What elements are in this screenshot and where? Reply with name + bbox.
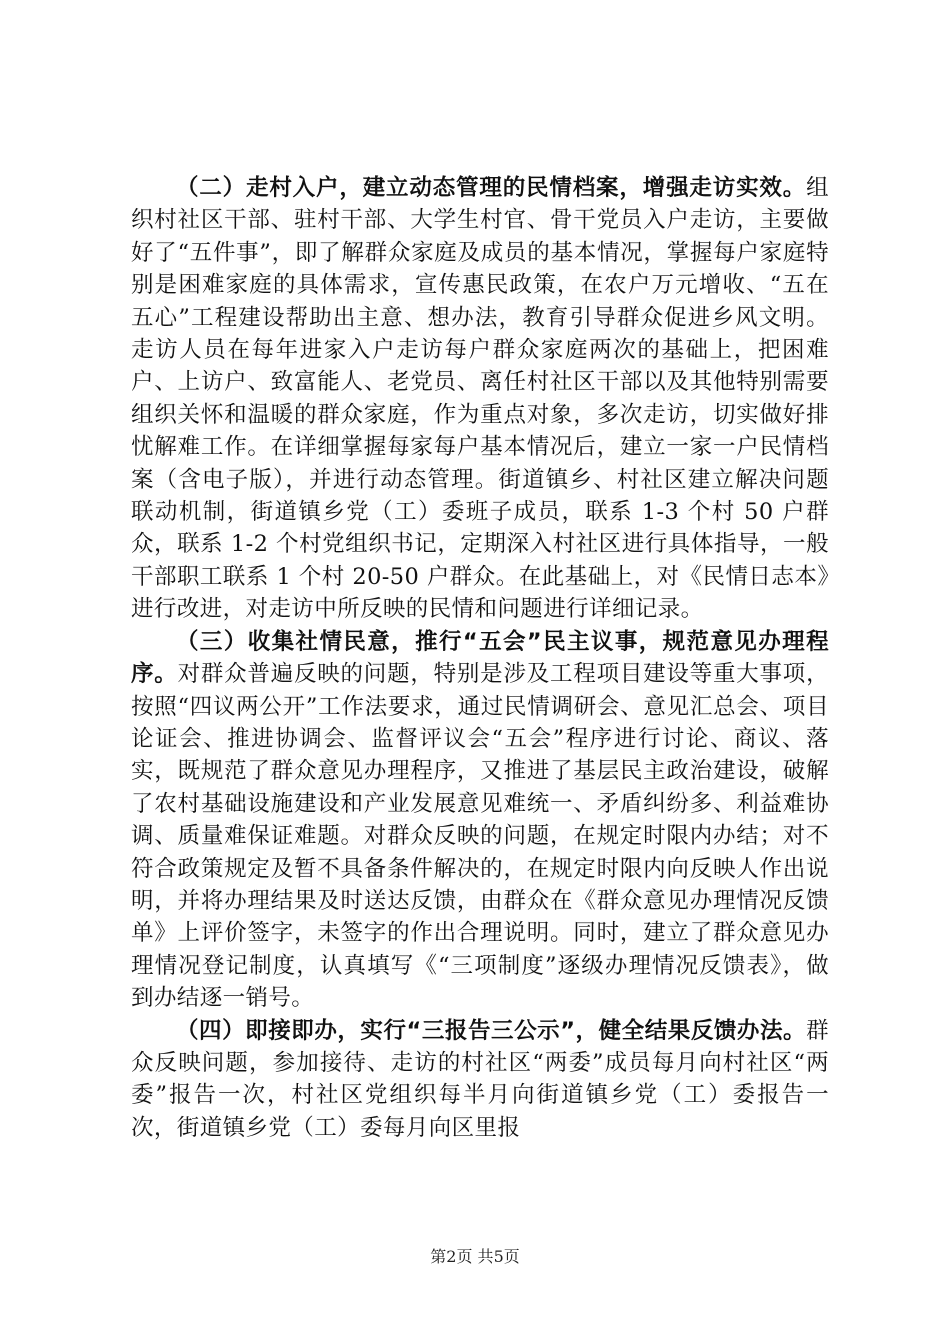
page-number: 2 — [446, 1247, 457, 1266]
section-heading-2: （二）走村入户，建立动态管理的民情档案，增强走访实效。 — [176, 175, 807, 201]
total-prefix: 共 — [477, 1247, 494, 1266]
total-pages: 5 — [493, 1247, 504, 1266]
page-suffix: 页 — [456, 1247, 473, 1266]
page-prefix: 第 — [430, 1247, 447, 1266]
section-heading-3: （三）收集社情民意，推行“五会”民主议事，规范意见办理程序。 — [131, 628, 829, 688]
paragraph-text-2: 组织村社区干部、驻村干部、大学生村官、骨干党员入户走访，主要做好了“五件事”，即了解群众家庭及成员的基本情况，掌握每户家庭特别是困难家庭的具体需求，宣传惠民政策，在农户万元增收、“五在五心”工程建设帮助出主意、想办法，教育引导群众促进乡风文明。走访人员在每年进家入户走访每户群众家庭两次的基础上，把困难户、上访户、致富能人、老党员、离任村社区干部以及其他特别需要组织关怀和温暖的群众家庭，作为重点对象，多次走访，切实做好排忧解难工作。在详细掌握每家每户基本情况后，建立一家一户民情档案（含电子版），并进行动态管理。街道镇乡、村社区建立解决问题联动机制，街道镇乡党（工）委班子成员，联系 1-3 个村 50 户群众，联系 1-2 个村党组织书记，定期深入村社区进行具体指导，一般干部职工联系 1 个村 20-50 户群众。在此基础上，对《民情日志本》进行改进，对走访中所反映的民情和问题进行详细记录。 — [131, 175, 829, 623]
paragraph-3 — [131, 626, 829, 1015]
paragraph-text-4: 群众反映问题，参加接待、走访的村社区“两委”成员每月向村社区“两委”报告一次，村社区党组织每半月向街道镇乡党（工）委报告一次，街道镇乡党（工）委每月向区里报 — [131, 1017, 829, 1141]
page-footer — [0, 1244, 950, 1267]
total-suffix: 页 — [503, 1247, 520, 1266]
section-heading-4: （四）即接即办，实行“三报告三公示”，健全结果反馈办法。 — [176, 1017, 807, 1044]
document-body — [131, 172, 829, 1144]
paragraph-text-3: 对群众普遍反映的问题，特别是涉及工程项目建设等重大事项，按照“四议两公开”工作法要求，通过民情调研会、意见汇总会、项目论证会、推进协调会、监督评议会“五会”程序进行讨论、商议、落实，既规范了群众意见办理程序，又推进了基层民主政治建设，破解了农村基础设施建设和产业发展意见难统一、矛盾纠纷多、利益难协调、质量难保证难题。对群众反映的问题，在规定时限内办结；对不符合政策规定及暂不具备条件解决的，在规定时限内向反映人作出说明，并将办理结果及时送达反馈，由群众在《群众意见办理情况反馈单》上评价签字，未签字的作出合理说明。同时，建立了群众意见办理情况登记制度，认真填写《“三项制度”逐级办理情况反馈表》，做到办结逐一销号。 — [131, 661, 829, 1012]
paragraph-4 — [131, 1015, 829, 1145]
paragraph-2 — [131, 172, 829, 626]
